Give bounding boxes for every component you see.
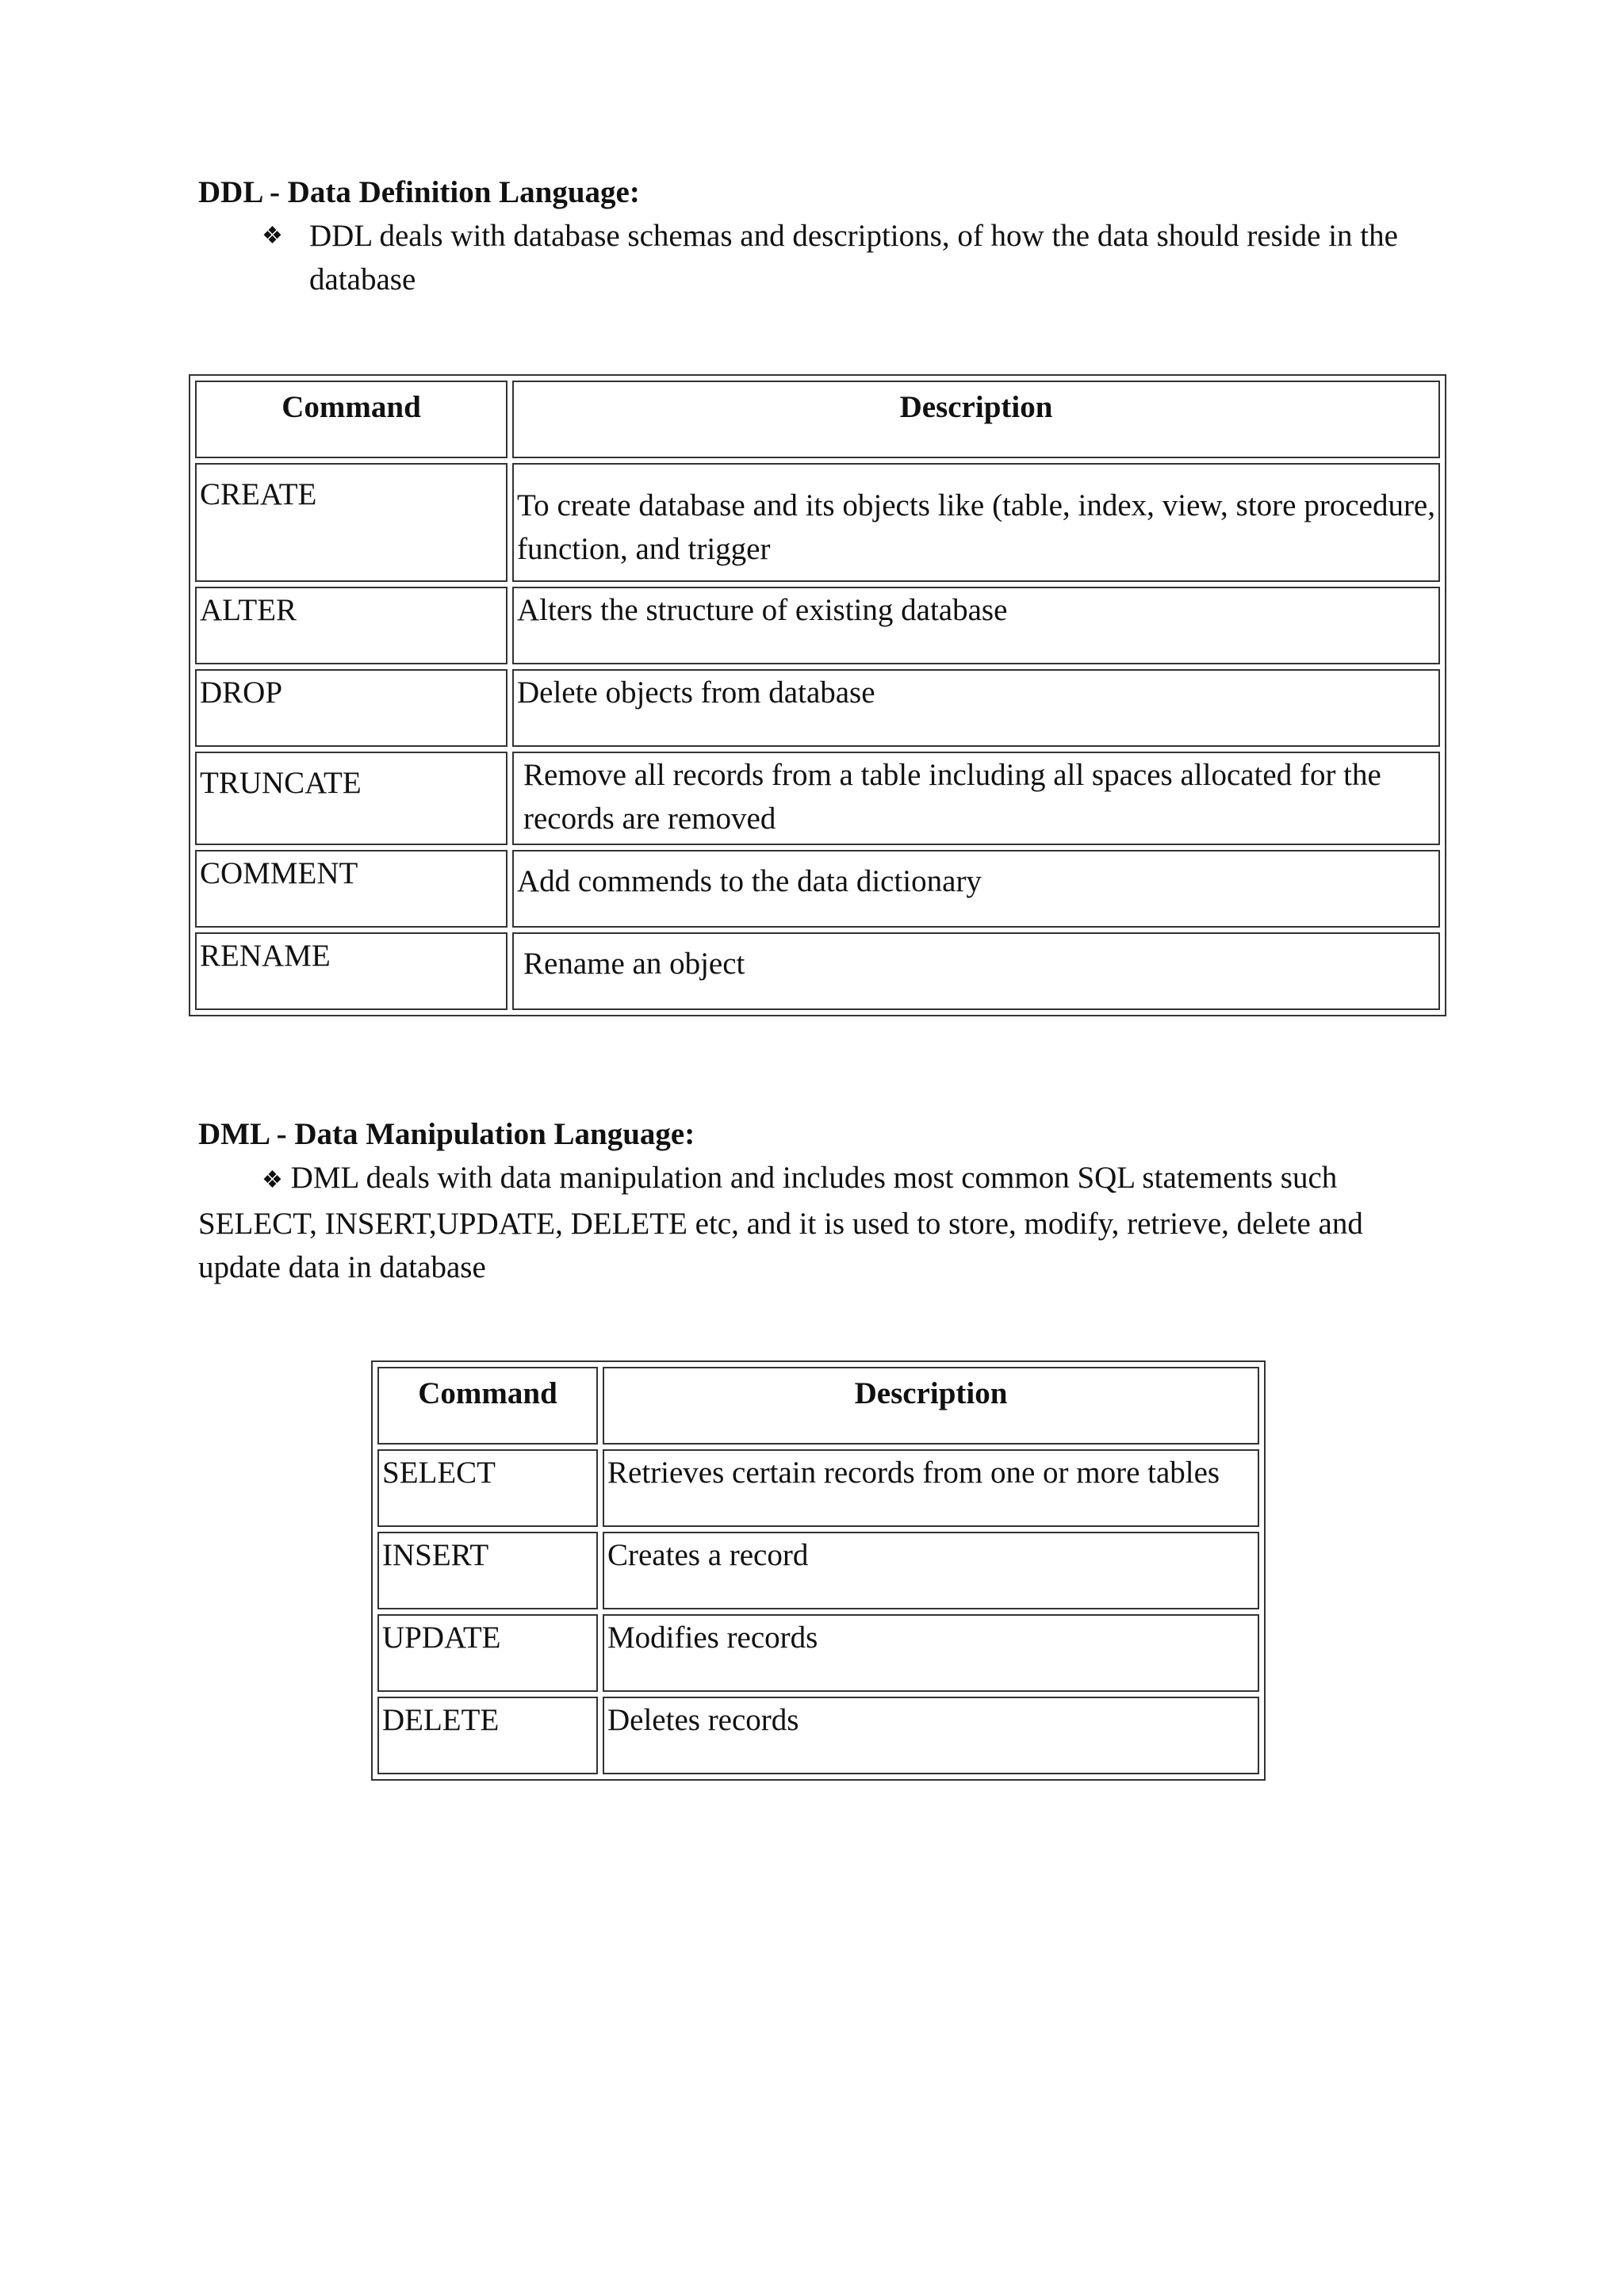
ddl-description-cell: Delete objects from database bbox=[512, 669, 1440, 747]
dml-bullet-icon: ❖ bbox=[262, 1167, 283, 1193]
ddl-description-cell: To create database and its objects like (table, index, view, store procedure, function, and trigger bbox=[512, 463, 1440, 582]
ddl-command-cell: TRUNCATE bbox=[195, 752, 508, 845]
ddl-bullet-text: DDL deals with database schemas and descriptions, of how the data should reside in the database bbox=[309, 219, 1398, 297]
ddl-description-cell: Rename an object bbox=[512, 932, 1440, 1010]
ddl-header-description: Description bbox=[512, 381, 1440, 458]
dml-heading: DML - Data Manipulation Language: bbox=[198, 1117, 695, 1151]
ddl-table-header-row bbox=[195, 381, 1440, 458]
table-row bbox=[195, 587, 1440, 664]
dml-command-cell: DELETE bbox=[377, 1697, 598, 1774]
ddl-table bbox=[189, 374, 1446, 1016]
ddl-command-cell: ALTER bbox=[195, 587, 508, 664]
ddl-description-cell: Alters the structure of existing database bbox=[512, 587, 1440, 664]
ddl-description-cell: Add commends to the data dictionary bbox=[512, 850, 1440, 928]
ddl-bullet-icon: ❖ bbox=[262, 223, 283, 249]
ddl-command-cell: COMMENT bbox=[195, 850, 508, 928]
dml-bullet-paragraph bbox=[198, 1156, 1419, 1289]
ddl-description-cell: Remove all records from a table including all spaces allocated for the records are removed bbox=[512, 752, 1440, 845]
dml-description-cell: Retrieves certain records from one or more tables bbox=[603, 1449, 1259, 1527]
dml-table-header-row bbox=[377, 1367, 1259, 1445]
dml-description-cell: Deletes records bbox=[603, 1697, 1259, 1774]
table-row bbox=[377, 1532, 1259, 1609]
table-row bbox=[195, 669, 1440, 747]
dml-header-description: Description bbox=[603, 1367, 1259, 1445]
dml-command-cell: UPDATE bbox=[377, 1614, 598, 1692]
table-row bbox=[195, 850, 1440, 928]
ddl-command-cell: DROP bbox=[195, 669, 508, 747]
table-row bbox=[377, 1449, 1259, 1527]
table-row bbox=[377, 1697, 1259, 1774]
table-row bbox=[195, 463, 1440, 582]
dml-description-cell: Creates a record bbox=[603, 1532, 1259, 1609]
table-row bbox=[195, 932, 1440, 1010]
table-row bbox=[377, 1614, 1259, 1692]
ddl-header-command: Command bbox=[195, 381, 508, 458]
ddl-command-cell: CREATE bbox=[195, 463, 508, 582]
ddl-command-cell: RENAME bbox=[195, 932, 508, 1010]
dml-command-cell: SELECT bbox=[377, 1449, 598, 1527]
dml-bullet-text: DML deals with data manipulation and includes most common SQL statements such SELECT, INSERT,UPDATE, DELETE etc, and it is used to store, modify, retrieve, delete and update data in database bbox=[198, 1161, 1363, 1284]
table-row bbox=[195, 752, 1440, 845]
dml-table bbox=[371, 1360, 1266, 1781]
dml-command-cell: INSERT bbox=[377, 1532, 598, 1609]
dml-description-cell: Modifies records bbox=[603, 1614, 1259, 1692]
dml-header-command: Command bbox=[377, 1367, 598, 1445]
ddl-heading: DDL - Data Definition Language: bbox=[198, 175, 640, 209]
